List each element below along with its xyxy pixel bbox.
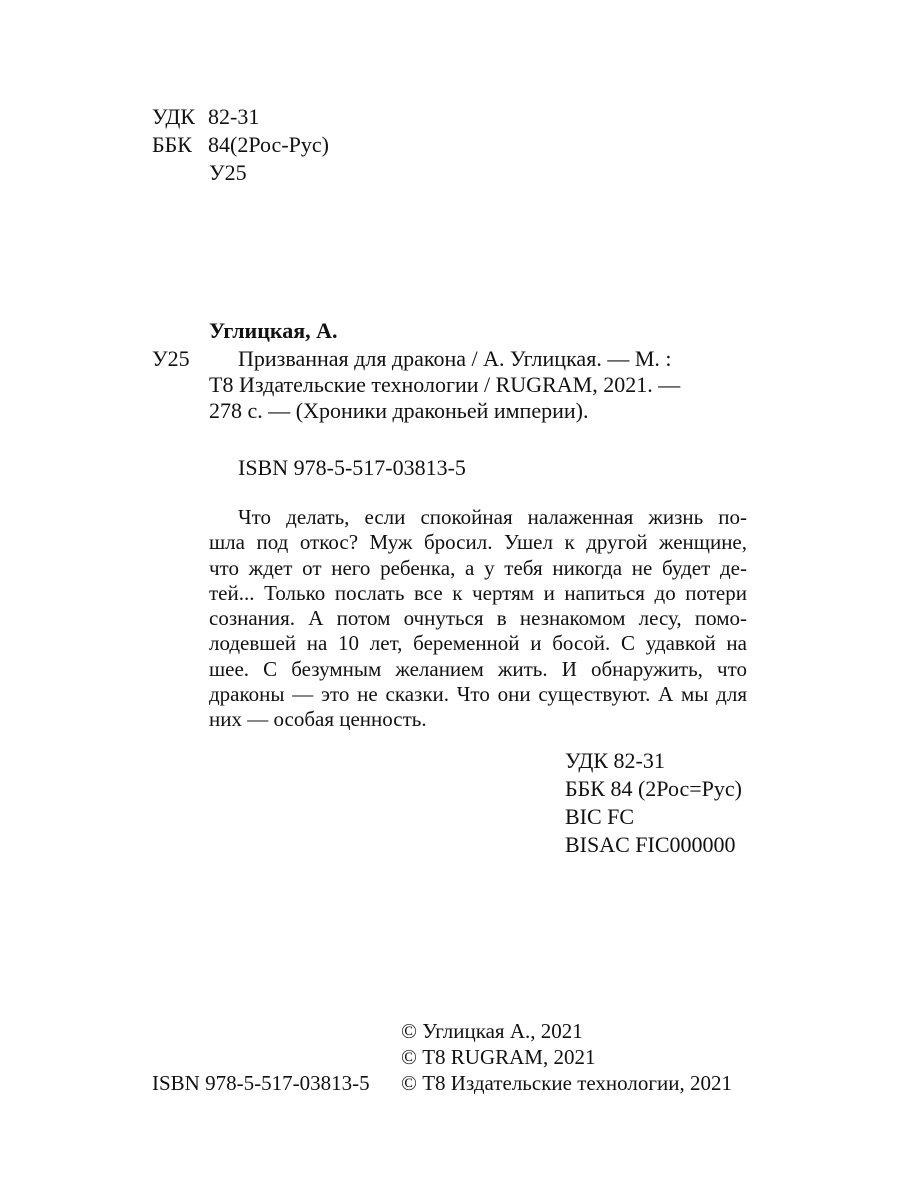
copyright-line: © Т8 Издательские технологии, 2021 (401, 1071, 732, 1095)
copyright-line: © Т8 RUGRAM, 2021 (401, 1045, 596, 1069)
isbn-entry: ISBN 978-5-517-03813-5 (238, 455, 466, 480)
bbk-line (152, 132, 329, 158)
author-code: У25 (209, 160, 247, 185)
copyright-line: © Углицкая А., 2021 (401, 1019, 583, 1043)
annotation-line: шее. С безумным желанием жить. И обнаружить, что (209, 656, 747, 681)
bbk-label: ББК (152, 132, 192, 157)
bibliographic-description (209, 346, 749, 424)
side-author-code: У25 (152, 346, 190, 371)
annotation-paragraph (209, 505, 747, 733)
annotation-line: них — особая ценность. (209, 707, 427, 732)
code-udk: УДК 82-31 (565, 748, 665, 773)
udk-label: УДК (152, 104, 196, 129)
bottom-isbn: ISBN 978-5-517-03813-5 (152, 1071, 370, 1095)
annotation-line: шла под откос? Муж бросил. Ушел к другой женщине, (209, 530, 747, 555)
udk-value: 82-31 (208, 104, 260, 129)
author-name: Углицкая, А. (209, 318, 338, 343)
code-bic: BIC FC (565, 804, 635, 829)
code-bbk: ББК 84 (2Рос=Рус) (565, 776, 742, 801)
udk-line (152, 104, 259, 130)
classification-codes (565, 747, 742, 859)
annotation-line: драконы — это не сказки. Что они существуют. А мы для (209, 682, 747, 707)
bib-line-3: 278 с. — (Хроники драконьей империи). (209, 398, 589, 423)
code-bisac: BISAC FIC000000 (565, 832, 736, 857)
annotation-line: Что делать, если спокойная налаженная жизнь по- (238, 505, 747, 529)
copyright-block (401, 1018, 732, 1096)
annotation-line: тей... Только послать все к чертям и напиться до потери (209, 580, 747, 605)
bib-line-1: Призванная для дракона / А. Углицкая. — М. : (238, 346, 672, 371)
annotation-line: что ждет от него ребенка, а у тебя никогда не будет де- (209, 555, 747, 580)
annotation-line: лодевшей на 10 лет, беременной и босой. С удавкой на (209, 631, 747, 656)
bib-line-2: Т8 Издательские технологии / RUGRAM, 2021. — (209, 372, 681, 397)
bbk-value: 84(2Рос-Рус) (208, 132, 329, 157)
annotation-line: сознания. А потом очнуться в незнакомом лесу, помо- (209, 606, 747, 631)
